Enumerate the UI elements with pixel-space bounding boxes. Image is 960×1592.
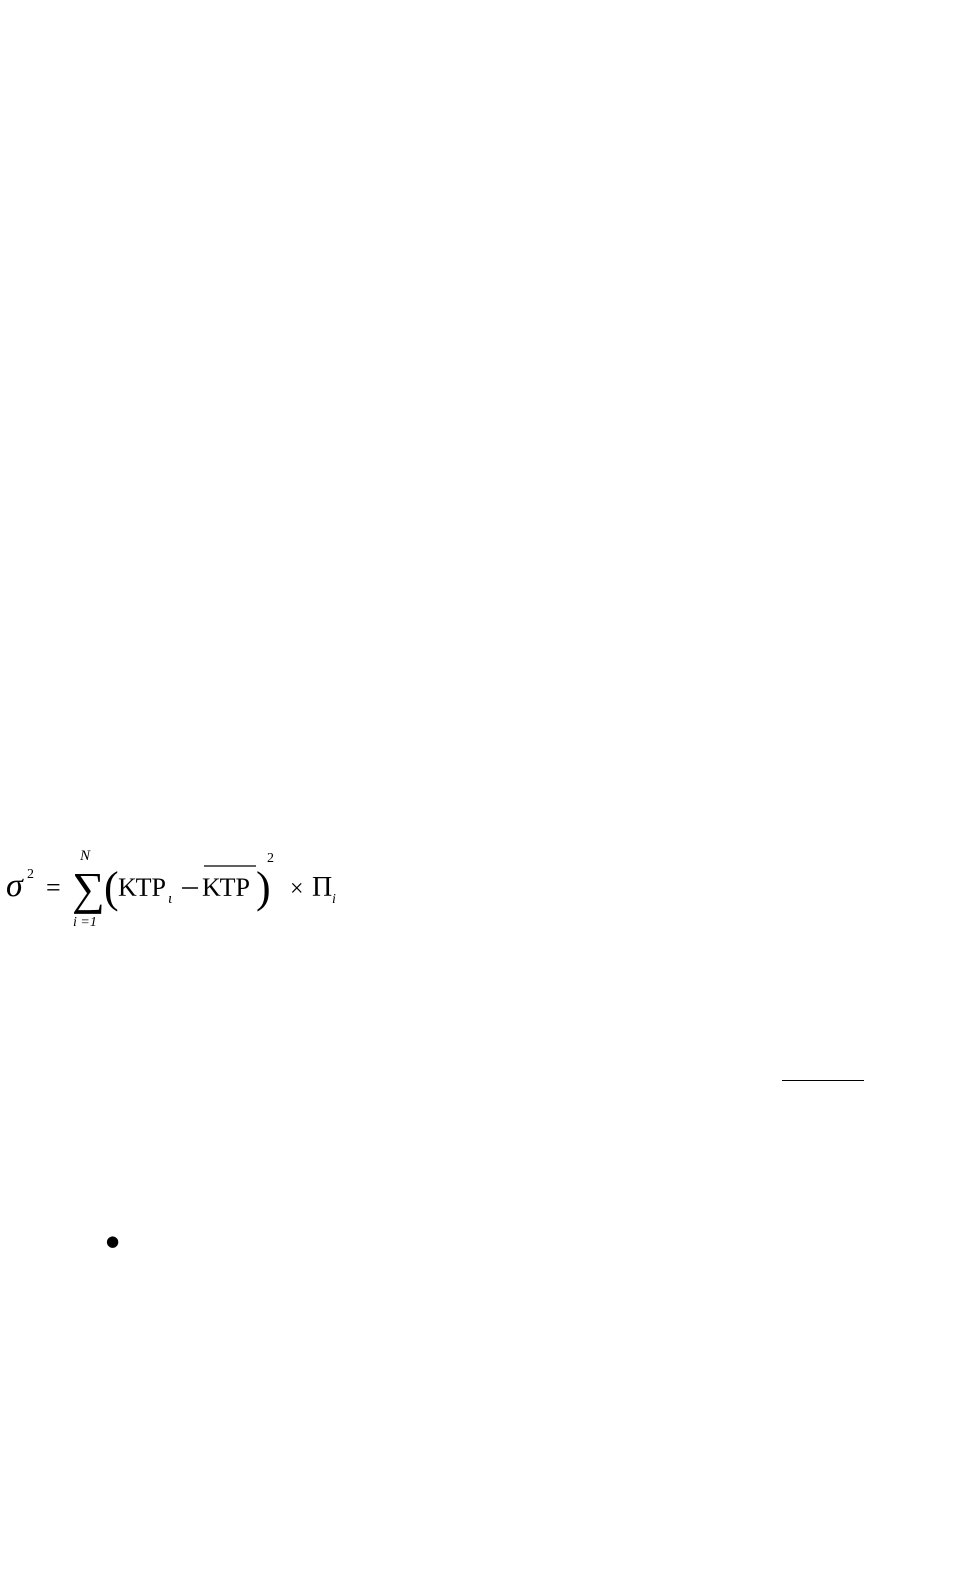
variance-formula-ktp [0,836,385,946]
sum-sign: ∑ [72,863,105,914]
exponent-2b: 2 [267,851,274,866]
fraction-bar [782,1080,864,1081]
close-paren: ) [256,863,271,912]
ktp-mean: ΚΤΡ [202,873,250,902]
open-paren: ( [104,863,119,912]
exponent-2: 2 [27,867,34,882]
ktp-i: ΚΤΡ [118,873,166,902]
pi-symbol: Π [312,872,333,903]
sum-upper-limit: N [80,848,91,864]
bullet-icon: ● [106,1232,120,1250]
pi-index: i [332,892,336,907]
sum-lower-limit: i =1 [73,915,97,930]
equals-sign: = [46,873,61,902]
times-sign: × [290,876,304,902]
sigma-symbol: σ [6,867,23,904]
index-i: ι [168,891,173,907]
